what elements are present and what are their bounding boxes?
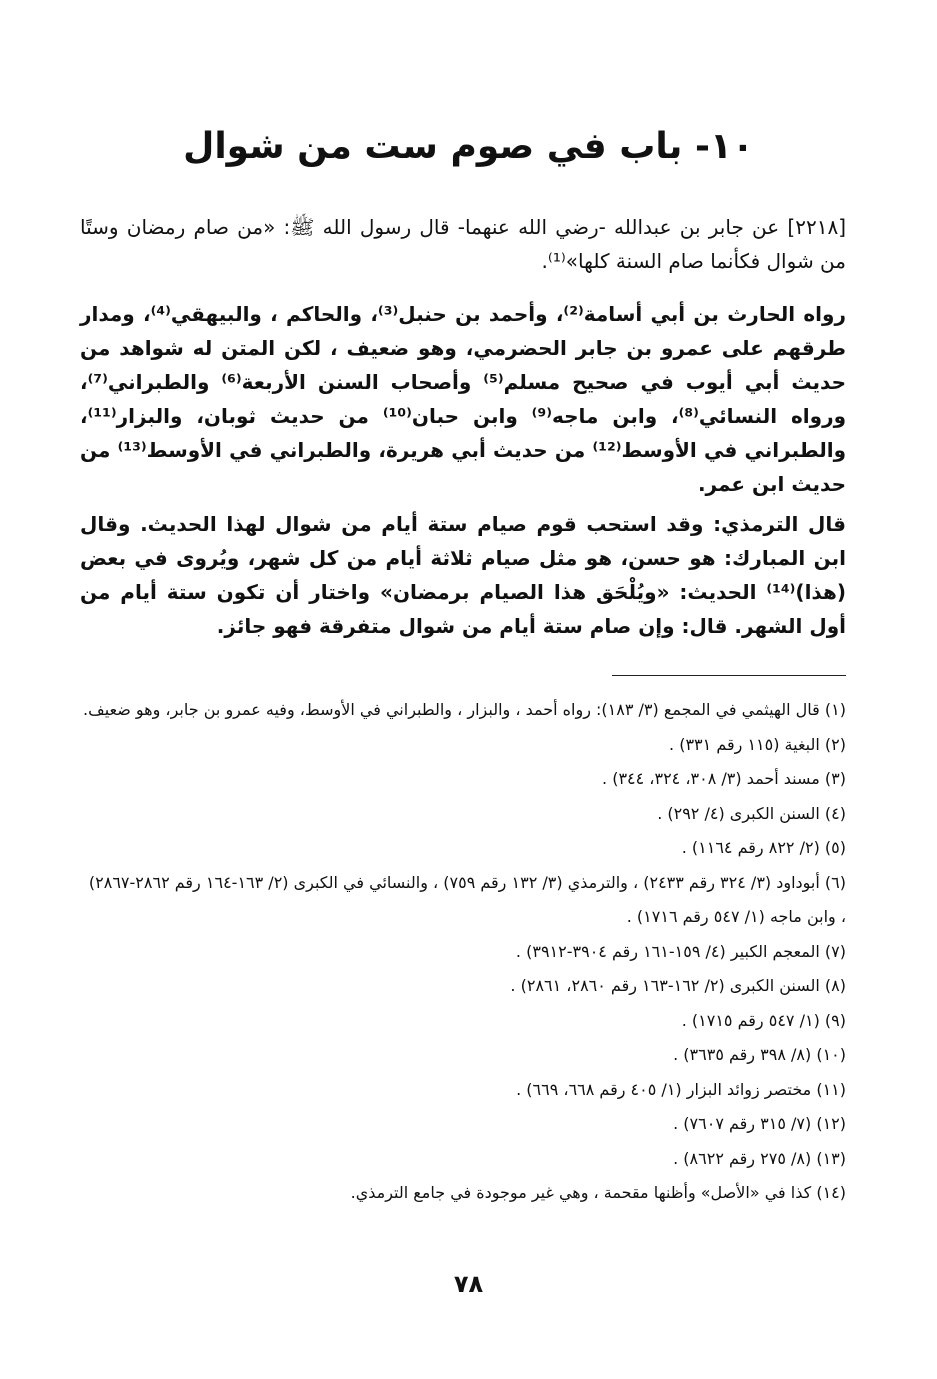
footnote: (١٠) (٨/ ٣٩٨ رقم ٣٦٣٥) . — [673, 1045, 846, 1064]
tirmidhi-paragraph: قال الترمذي: وقد استحب قوم صيام ستة أيام من شوال لهذا الحديث. وقال ابن المبارك: هو حسن، هو مثل صيام ثلاثة أيام من كل شهر، ويُروى في بعض (هذا)⁽¹⁴⁾ الحديث: «ويُلْحَق هذا الصيام برمضان» واختار أن تكون ستة أيام من أول الشهر. قال: وإن صام ستة أيام من شوال متفرقة فهو جائز. — [80, 512, 846, 638]
footnote: (٦) أبوداود (٣/ ٣٢٤ رقم ٢٤٣٣) ، والترمذي (٣/ ١٣٢ رقم ٧٥٩) ، والنسائي في الكبرى (٢/ ١٦٣-١٦٤ رقم ٢٨٦٢-٢٨٦٧) ، وابن ماجه (١/ ٥٤٧ رقم ١٧١٦) . — [88, 872, 846, 926]
hadith-text: [٢٢١٨] عن جابر بن عبدالله -رضي الله عنهما- قال رسول الله ﷺ: «من صام رمضان وستًا من شوال فكأنما صام السنة كلها»⁽¹⁾. — [80, 215, 846, 273]
narrations-paragraph: رواه الحارث بن أبي أسامة⁽²⁾، وأحمد بن حنبل⁽³⁾، والحاكم ، والبيهقي⁽⁴⁾، ومدار طرقهم على عمرو بن جابر الحضرمي، وهو ضعيف ، لكن المتن له شواهد من حديث أبي أيوب في صحيح مسلم⁽⁵⁾ وأصحاب السنن الأربعة⁽⁶⁾ والطبراني⁽⁷⁾، ورواه النسائي⁽⁸⁾، وابن ماجه⁽⁹⁾ وابن حبان⁽¹⁰⁾ من حديث ثوبان، والبزار⁽¹¹⁾، والطبراني في الأوسط⁽¹²⁾ من حديث أبي هريرة، والطبراني في الأوسط⁽¹³⁾ من حديث ابن عمر. — [80, 302, 847, 496]
footnote: (١١) مختصر زوائد البزار (١/ ٤٠٥ رقم ٦٦٨، ٦٦٩) . — [516, 1079, 846, 1099]
page-number: ٧٨ — [453, 1270, 484, 1298]
footnote: (٢) البغية (١١٥ رقم ٣٣١) . — [669, 734, 846, 754]
footnote: (٤) السنن الكبرى (٤/ ٢٩٢) . — [657, 803, 846, 823]
footnote: (٧) المعجم الكبير (٤/ ١٥٩-١٦١ رقم ٣٩٠٤-٣٩١٢) . — [515, 941, 846, 961]
footnotes-list — [80, 693, 846, 1211]
footnote: (١) قال الهيثمي في المجمع (٣/ ١٨٣): رواه أحمد ، والبزار ، والطبراني في الأوسط، وفيه عمرو بن جابر، وهو ضعيف. — [83, 700, 846, 719]
footnote: (١٤) كذا في «الأصل» وأظنها مقحمة ، وهي غير موجودة في جامع الترمذي. — [350, 1183, 846, 1202]
chapter-title: ١٠- باب في صوم ست من شوال — [183, 126, 754, 167]
footnote-separator — [612, 675, 846, 676]
footnote: (١٢) (٧/ ٣١٥ رقم ٧٦٠٧) . — [673, 1114, 846, 1133]
footnote: (٥) (٢/ ٨٢٢ رقم ١١٦٤) . — [681, 838, 846, 857]
footnote: (٣) مسند أحمد (٣/ ٣٠٨، ٣٢٤، ٣٤٤) . — [602, 769, 846, 788]
footnote: (٨) السنن الكبرى (٢/ ١٦٢-١٦٣ رقم ٢٨٦٠، ٢٨٦١) . — [510, 976, 846, 995]
footnote: (٩) (١/ ٥٤٧ رقم ١٧١٥) . — [681, 1010, 846, 1030]
footnote: (١٣) (٨/ ٢٧٥ رقم ٨٦٢٢) . — [673, 1148, 846, 1168]
